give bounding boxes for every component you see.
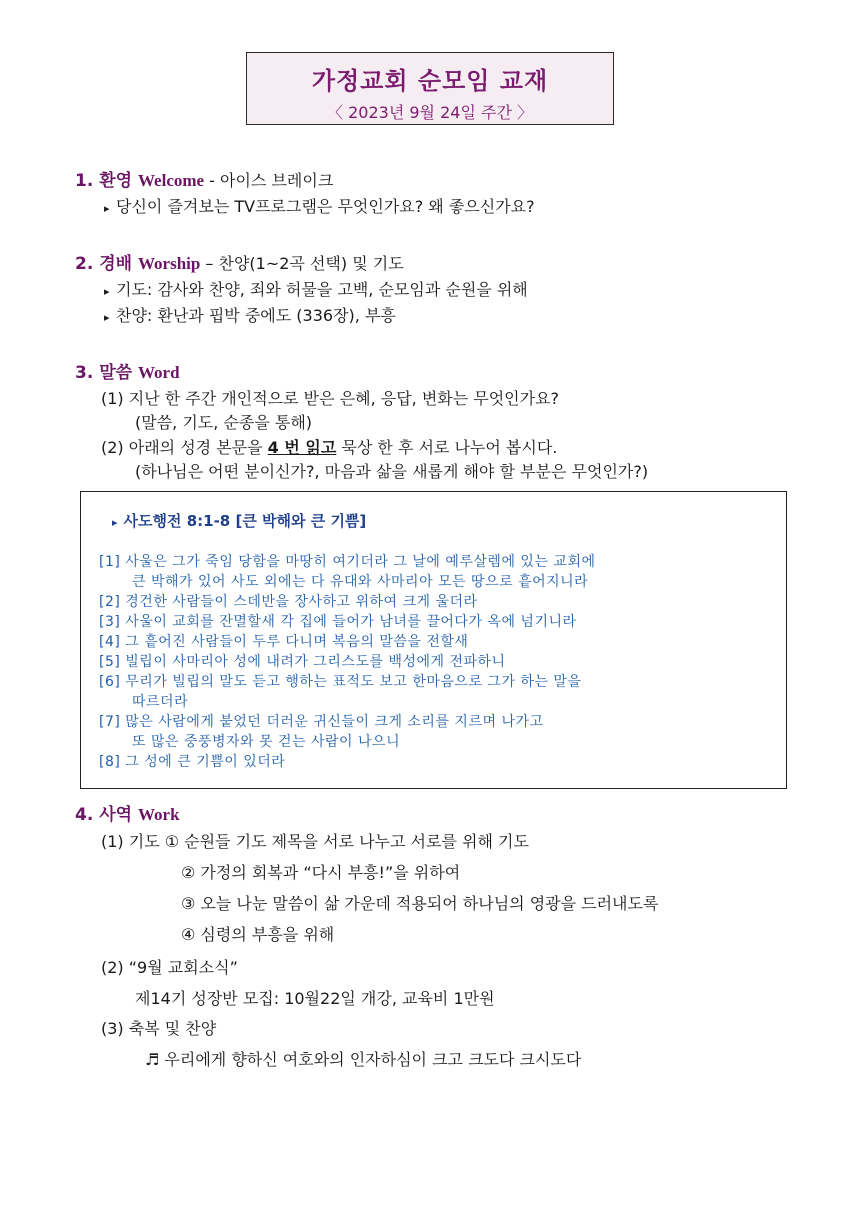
section-work-heading [75, 800, 180, 825]
welcome-question-text: 당신이 즐겨보는 TV프로그램은 무엇인가요? 왜 좋으신가요? [116, 197, 535, 216]
work-blessing-heading: (3) 축복 및 찬양 [101, 1019, 217, 1038]
section-english-label: Work [137, 805, 180, 824]
bible-verse-continued: 따르더라 [132, 694, 189, 710]
bible-verse: [3] 사울이 교회를 잔멸할새 각 집에 들어가 남녀를 끌어다가 옥에 넘기니라 [99, 614, 577, 630]
section-english-label: Word [137, 363, 180, 382]
triangle-bullet-icon: ▸ [112, 516, 118, 529]
bible-verse: [7] 많은 사람에게 붙었던 더러운 귀신들이 크게 소리를 지르며 나가고 [99, 714, 544, 730]
work-prayer-3: ③ 오늘 나눈 말씀이 삶 가운데 적용되어 하나님의 영광을 드러내도록 [181, 894, 659, 913]
triangle-bullet-icon: ▸ [104, 202, 110, 215]
work-blessing-song: ♬ 우리에게 향하신 여호와의 인자하심이 크고 크도다 크시도다 [145, 1050, 582, 1069]
bible-title-text: 사도행전 8:1-8 [큰 박해와 큰 기쁨] [123, 512, 367, 530]
triangle-bullet-icon: ▸ [104, 285, 110, 298]
work-church-news-heading: (2) “9월 교회소식” [101, 958, 238, 977]
bible-verse: [4] 그 흩어진 사람들이 두루 다니며 복음의 말씀을 전할새 [99, 634, 469, 650]
section-word-heading [75, 358, 180, 383]
work-prayer-4: ④ 심령의 부흥을 위해 [181, 925, 335, 944]
word-question-1-note: (말씀, 기도, 순종을 통해) [135, 413, 313, 432]
work-prayer-1: (1) 기도 ① 순원들 기도 제목을 서로 나누고 서로를 위해 기도 [101, 832, 529, 851]
work-church-news-text: 제14기 성장반 모집: 10월22일 개강, 교육비 1만원 [135, 989, 495, 1008]
section-number-label: 4. 사역 [75, 805, 133, 825]
bible-verse-continued: 또 많은 중풍병자와 못 걷는 사람이 나으니 [132, 734, 401, 750]
section-worship-heading [75, 249, 404, 274]
page-subtitle-date: 〈 2023년 9월 24일 주간 〉 [327, 103, 533, 122]
word-question-2-note: (하나님은 어떤 분이신가?, 마음과 삶을 새롭게 해야 할 부분은 무엇인가?) [135, 462, 649, 481]
section-english-label: Welcome [137, 171, 205, 190]
bible-verse: [2] 경건한 사람들이 스데반을 장사하고 위하여 크게 울더라 [99, 594, 478, 610]
bible-passage-box [80, 491, 787, 789]
welcome-question [104, 194, 535, 217]
bible-verse: [1] 사울은 그가 죽임 당함을 마땅히 여기더라 그 날에 예루살렘에 있는 교회에 [99, 554, 596, 570]
bible-verse: [8] 그 성에 큰 기쁨이 있더라 [99, 754, 286, 770]
section-number-label: 3. 말씀 [75, 363, 133, 383]
triangle-bullet-icon: ▸ [104, 311, 110, 324]
word-question-1: (1) 지난 한 주간 개인적으로 받은 은혜, 응답, 변화는 무엇인가요? [101, 389, 560, 408]
section-description: - 아이스 브레이크 [204, 171, 334, 190]
section-number-label: 2. 경배 [75, 254, 133, 274]
worship-item-prayer [104, 277, 528, 300]
worship-item-song [104, 303, 396, 326]
section-number-label: 1. 환영 [75, 171, 133, 191]
question-text-part: (2) 아래의 성경 본문을 [101, 438, 268, 457]
bible-passage-title [112, 510, 366, 531]
bible-verse: [6] 무리가 빌립의 말도 듣고 행하는 표적도 보고 한마음으로 그가 하는 말을 [99, 674, 582, 690]
worship-item-text: 기도: 감사와 찬양, 죄와 허물을 고백, 순모임과 순원을 위해 [116, 280, 528, 299]
bible-verse-continued: 큰 박해가 있어 사도 외에는 다 유대와 사마리아 모든 땅으로 흩어지니라 [132, 574, 589, 590]
section-english-label: Worship [137, 254, 201, 273]
bible-verse: [5] 빌립이 사마리아 성에 내려가 그리스도를 백성에게 전파하니 [99, 654, 506, 670]
title-box [246, 52, 614, 125]
page-title: 가정교회 순모임 교재 [311, 67, 549, 95]
emphasis-read-count: 4 번 읽고 [267, 438, 337, 457]
word-question-2 [101, 435, 557, 458]
section-description: – 찬양(1~2곡 선택) 및 기도 [200, 254, 404, 273]
worship-item-text: 찬양: 환난과 핍박 중에도 (336장), 부흥 [116, 306, 396, 325]
question-text-part: 묵상 한 후 서로 나누어 봅시다. [336, 438, 558, 457]
section-welcome-heading [75, 166, 333, 191]
work-prayer-2: ② 가정의 회복과 “다시 부흥!”을 위하여 [181, 863, 461, 882]
